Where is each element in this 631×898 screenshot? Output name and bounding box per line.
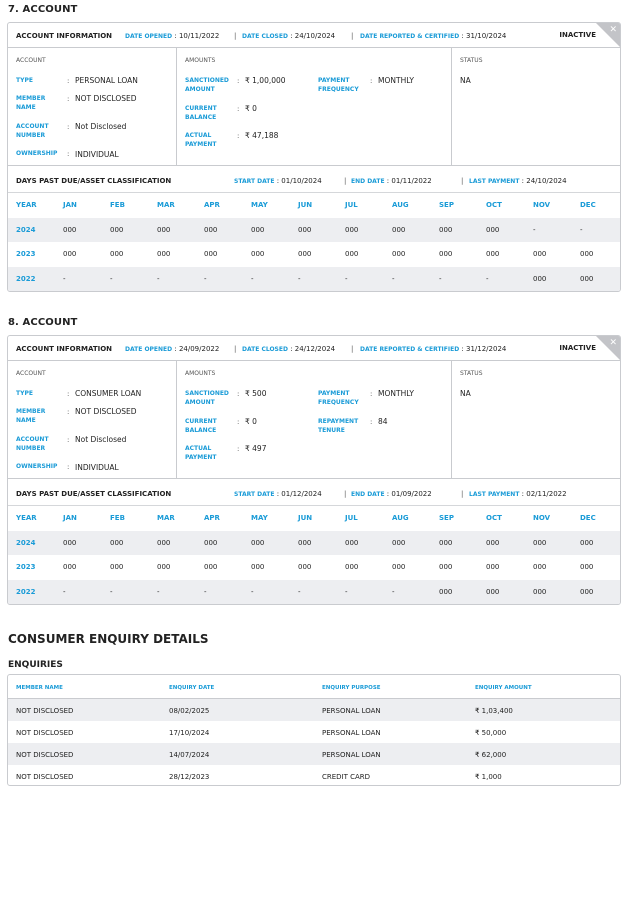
- payment-frequency-label: PAYMENT FREQUENCY: [318, 77, 359, 93]
- repayment-tenure-label: REPAYMENT TENURE: [318, 418, 359, 434]
- ownership-value: INDIVIDUAL: [75, 463, 119, 472]
- member-name-label: MEMBER NAME: [16, 408, 46, 424]
- payment-frequency-value: MONTHLY: [378, 389, 414, 398]
- account-card-7: [7, 22, 621, 292]
- dpd-value-cell: 000: [204, 250, 218, 258]
- dpd-value-cell: -: [533, 225, 536, 234]
- dpd-value-cell: -: [157, 587, 160, 596]
- enquiry-cell: ₹ 50,000: [475, 729, 507, 737]
- enquiry-cell: 08/02/2025: [169, 707, 210, 715]
- dpd-value-cell: 000: [63, 538, 77, 547]
- dpd-title: DAYS PAST DUE/ASSET CLASSIFICATION: [16, 177, 172, 185]
- dpd-header-cell: JUN: [298, 514, 313, 522]
- dpd-value-cell: 000: [439, 563, 453, 571]
- start-date: [234, 177, 322, 185]
- account-number-label: ACCOUNT NUMBER: [16, 436, 49, 452]
- end-date-value: : 01/09/2022: [386, 490, 432, 498]
- header-enquiry-date: ENQUIRY DATE: [169, 685, 215, 691]
- dpd-value-cell: 000: [486, 538, 500, 547]
- status-badge: INACTIVE: [559, 31, 596, 39]
- dpd-header-cell: MAY: [251, 201, 268, 209]
- date-closed: [242, 32, 335, 40]
- dpd-header-cell: YEAR: [16, 514, 37, 522]
- dpd-header-cell: SEP: [439, 514, 454, 522]
- status-value: NA: [460, 76, 471, 85]
- section-title-account-8: 8. ACCOUNT: [8, 317, 78, 328]
- last-payment: [469, 177, 567, 185]
- dpd-value-cell: -: [486, 274, 489, 283]
- enquiry-cell: NOT DISCLOSED: [16, 751, 74, 759]
- end-date-label: END DATE: [351, 491, 385, 498]
- member-name-value: NOT DISCLOSED: [75, 94, 137, 103]
- dpd-value-cell: -: [157, 274, 160, 283]
- dpd-value-cell: -: [392, 587, 395, 596]
- dpd-value-cell: 000: [580, 587, 594, 596]
- dpd-header-cell: AUG: [392, 201, 409, 209]
- account-info-title: ACCOUNT INFORMATION: [16, 32, 113, 40]
- start-date-value: : 01/12/2024: [276, 490, 322, 498]
- dpd-year-cell: 2023: [16, 250, 36, 258]
- dpd-header-cell: MAY: [251, 514, 268, 522]
- date-reported-label: DATE REPORTED & CERTIFIED: [360, 33, 460, 40]
- type-value: PERSONAL LOAN: [75, 76, 138, 85]
- enquiry-cell: 17/10/2024: [169, 729, 210, 737]
- end-date-value: : 01/11/2022: [386, 177, 432, 185]
- dpd-year-cell: 2022: [16, 274, 36, 283]
- dpd-value-cell: 000: [392, 538, 406, 547]
- current-balance-label: CURRENT BALANCE: [185, 418, 217, 434]
- type-label: TYPE: [16, 77, 33, 84]
- enquiry-row: [8, 743, 620, 765]
- section-title-account-7: 7. ACCOUNT: [8, 4, 78, 15]
- date-opened-value: : 10/11/2022: [174, 32, 220, 40]
- date-opened-label: DATE OPENED: [125, 346, 173, 353]
- dpd-value-cell: -: [204, 587, 207, 596]
- start-date-value: : 01/10/2024: [276, 177, 322, 185]
- actual-payment-value: ₹ 497: [245, 444, 267, 453]
- account-column-header: ACCOUNT: [16, 370, 46, 377]
- dpd-value-cell: 000: [204, 225, 218, 234]
- amounts-column-header: AMOUNTS: [185, 57, 216, 64]
- header-member-name: MEMBER NAME: [16, 685, 63, 691]
- dpd-header-cell: OCT: [486, 514, 502, 522]
- dpd-value-cell: -: [63, 274, 66, 283]
- dpd-header-cell: SEP: [439, 201, 454, 209]
- dpd-header-cell: APR: [204, 514, 220, 522]
- dpd-value-cell: 000: [345, 538, 359, 547]
- dpd-value-cell: 000: [251, 225, 265, 234]
- dpd-value-cell: 000: [392, 225, 406, 234]
- ownership-value: INDIVIDUAL: [75, 150, 119, 159]
- account-info-header: ACCOUNT INFORMATION DATE OPENED : 10/11/2022 | DATE CLOSED : 24/10/2024 | DATE REPORTED & CERTIFIED : 31/10/2024 INACTIVE ✕: [8, 23, 620, 48]
- date-opened: [125, 32, 219, 40]
- dpd-value-cell: 000: [157, 563, 171, 571]
- dpd-value-cell: 000: [533, 563, 547, 571]
- payment-frequency-label: PAYMENT FREQUENCY: [318, 390, 359, 406]
- enquiry-cell: NOT DISCLOSED: [16, 773, 74, 781]
- dpd-header: DAYS PAST DUE/ASSET CLASSIFICATION START DATE : 01/12/2024 | END DATE : 01/09/2022 | LAST PAYMENT : 02/11/2022: [8, 479, 620, 506]
- repayment-tenure-value: 84: [378, 417, 388, 426]
- dpd-value-cell: 000: [157, 250, 171, 258]
- dpd-grid: [8, 193, 620, 291]
- last-payment-label: LAST PAYMENT: [469, 491, 520, 498]
- last-payment-label: LAST PAYMENT: [469, 178, 520, 185]
- dpd-value-cell: 000: [345, 250, 359, 258]
- dpd-value-cell: -: [345, 274, 348, 283]
- date-closed: [242, 345, 335, 353]
- enquiry-table-header: [8, 675, 620, 699]
- dpd-value-cell: 000: [204, 538, 218, 547]
- status-badge: INACTIVE: [559, 344, 596, 352]
- enquiry-row: [8, 699, 620, 721]
- end-date: [351, 177, 432, 185]
- dpd-value-cell: 000: [392, 563, 406, 571]
- date-reported-value: : 31/12/2024: [461, 345, 507, 353]
- dpd-value-cell: 000: [439, 587, 453, 596]
- enquiry-cell: 14/07/2024: [169, 751, 210, 759]
- date-closed-value: : 24/10/2024: [290, 32, 336, 40]
- enquiry-cell: PERSONAL LOAN: [322, 707, 381, 715]
- dpd-title: DAYS PAST DUE/ASSET CLASSIFICATION: [16, 490, 172, 498]
- dpd-grid-header: [8, 193, 620, 218]
- account-details: ACCOUNT AMOUNTS STATUS TYPE : CONSUMER LOAN MEMBER NAME : NOT DISCLOSED ACCOUNT NUMBER : Not Disclosed OWNERSHIP : INDIVIDUAL SANCTIONED AMOUNT : ₹ 500 CURRENT BALANCE : ₹ 0 ACTUAL PAYMENT : ₹ 497 PAYMENT FREQUENCY : MONTHLY REPAYMENT TENURE : 84 NA: [8, 361, 620, 479]
- dpd-header-cell: FEB: [110, 201, 125, 209]
- dpd-header-cell: OCT: [486, 201, 502, 209]
- account-number-value: Not Disclosed: [75, 122, 127, 131]
- dpd-header-cell: JUN: [298, 201, 313, 209]
- dpd-value-cell: -: [251, 587, 254, 596]
- dpd-year-cell: 2022: [16, 587, 36, 596]
- dpd-value-cell: 000: [533, 587, 547, 596]
- type-label: TYPE: [16, 390, 33, 397]
- dpd-value-cell: 000: [63, 563, 77, 571]
- amounts-column-header: AMOUNTS: [185, 370, 216, 377]
- actual-payment-label: ACTUAL PAYMENT: [185, 445, 217, 461]
- dpd-value-cell: 000: [251, 563, 265, 571]
- dpd-row: [8, 580, 620, 605]
- actual-payment-value: ₹ 47,188: [245, 131, 279, 140]
- dpd-value-cell: 000: [157, 538, 171, 547]
- dpd-value-cell: 000: [110, 250, 124, 258]
- dpd-row: [8, 267, 620, 292]
- account-info-header: ACCOUNT INFORMATION DATE OPENED : 24/09/2022 | DATE CLOSED : 24/12/2024 | DATE REPORTED & CERTIFIED : 31/12/2024 INACTIVE ✕: [8, 336, 620, 361]
- dpd-row: [8, 242, 620, 267]
- date-opened-label: DATE OPENED: [125, 33, 173, 40]
- current-balance-label: CURRENT BALANCE: [185, 105, 217, 121]
- date-opened: [125, 345, 219, 353]
- dpd-row: [8, 555, 620, 580]
- dpd-value-cell: 000: [298, 563, 312, 571]
- date-reported-label: DATE REPORTED & CERTIFIED: [360, 346, 460, 353]
- status-column-header: STATUS: [460, 370, 483, 377]
- dpd-header-cell: JAN: [63, 201, 77, 209]
- start-date: [234, 490, 322, 498]
- dpd-row: [8, 531, 620, 556]
- header-enquiry-purpose: ENQUIRY PURPOSE: [322, 685, 381, 691]
- close-icon[interactable]: ✕: [609, 338, 617, 348]
- dpd-header-cell: YEAR: [16, 201, 37, 209]
- sanctioned-amount-value: ₹ 1,00,000: [245, 76, 286, 85]
- dpd-value-cell: -: [204, 274, 207, 283]
- dpd-value-cell: -: [110, 587, 113, 596]
- dpd-value-cell: 000: [251, 250, 265, 258]
- dpd-value-cell: 000: [298, 250, 312, 258]
- type-value: CONSUMER LOAN: [75, 389, 142, 398]
- dpd-value-cell: 000: [580, 250, 594, 258]
- enquiry-cell: 28/12/2023: [169, 773, 210, 781]
- start-date-label: START DATE: [234, 178, 275, 185]
- dpd-value-cell: 000: [439, 225, 453, 234]
- dpd-grid: [8, 506, 620, 604]
- account-number-value: Not Disclosed: [75, 435, 127, 444]
- current-balance-value: ₹ 0: [245, 417, 257, 426]
- status-column-header: STATUS: [460, 57, 483, 64]
- dpd-value-cell: -: [251, 274, 254, 283]
- dpd-header-cell: NOV: [533, 514, 551, 522]
- dpd-value-cell: 000: [439, 538, 453, 547]
- enquiry-table: [7, 674, 621, 786]
- dpd-value-cell: -: [298, 587, 301, 596]
- account-column-header: ACCOUNT: [16, 57, 46, 64]
- dpd-header-cell: MAR: [157, 201, 175, 209]
- dpd-value-cell: 000: [486, 587, 500, 596]
- dpd-header-cell: DEC: [580, 514, 596, 522]
- ownership-label: OWNERSHIP: [16, 463, 58, 470]
- dpd-value-cell: 000: [486, 225, 500, 234]
- header-enquiry-amount: ENQUIRY AMOUNT: [475, 685, 532, 691]
- account-details: ACCOUNT AMOUNTS STATUS TYPE : PERSONAL LOAN MEMBER NAME : NOT DISCLOSED ACCOUNT NUMBER : Not Disclosed OWNERSHIP : INDIVIDUAL SANCTIONED AMOUNT : ₹ 1,00,000 CURRENT BALANCE : ₹ 0 ACTUAL PAYMENT : ₹ 47,188 PAYMENT FREQUENCY : MONTHLY NA: [8, 48, 620, 166]
- enquiry-table-body: [8, 699, 620, 786]
- current-balance-value: ₹ 0: [245, 104, 257, 113]
- dpd-value-cell: -: [110, 274, 113, 283]
- dpd-header-cell: DEC: [580, 201, 596, 209]
- enquiry-cell: CREDIT CARD: [322, 773, 371, 781]
- date-opened-value: : 24/09/2022: [174, 345, 220, 353]
- date-reported-value: : 31/10/2024: [461, 32, 507, 40]
- dpd-value-cell: -: [63, 587, 66, 596]
- last-payment-value: : 02/11/2022: [521, 490, 567, 498]
- enquiry-cell: ₹ 62,000: [475, 751, 507, 759]
- enquiry-cell: PERSONAL LOAN: [322, 751, 381, 759]
- start-date-label: START DATE: [234, 491, 275, 498]
- actual-payment-label: ACTUAL PAYMENT: [185, 132, 217, 148]
- dpd-header: DAYS PAST DUE/ASSET CLASSIFICATION START DATE : 01/10/2024 | END DATE : 01/11/2022 | LAST PAYMENT : 24/10/2024: [8, 166, 620, 193]
- dpd-value-cell: 000: [533, 274, 547, 283]
- enquiry-cell: ₹ 1,03,400: [475, 707, 513, 715]
- dpd-header-cell: APR: [204, 201, 220, 209]
- dpd-header-cell: MAR: [157, 514, 175, 522]
- dpd-value-cell: 000: [580, 274, 594, 283]
- dpd-value-cell: 000: [486, 563, 500, 571]
- dpd-value-cell: 000: [251, 538, 265, 547]
- dpd-value-cell: -: [392, 274, 395, 283]
- dpd-header-cell: AUG: [392, 514, 409, 522]
- dpd-year-cell: 2023: [16, 563, 36, 571]
- account-number-label: ACCOUNT NUMBER: [16, 123, 49, 139]
- dpd-value-cell: 000: [533, 250, 547, 258]
- dpd-value-cell: 000: [110, 225, 124, 234]
- last-payment: [469, 490, 567, 498]
- dpd-value-cell: 000: [486, 250, 500, 258]
- dpd-value-cell: 000: [110, 563, 124, 571]
- member-name-label: MEMBER NAME: [16, 95, 46, 111]
- date-reported: [360, 345, 506, 353]
- dpd-value-cell: 000: [63, 225, 77, 234]
- enquiry-cell: PERSONAL LOAN: [322, 729, 381, 737]
- date-closed-label: DATE CLOSED: [242, 33, 288, 40]
- last-payment-value: : 24/10/2024: [521, 177, 567, 185]
- sanctioned-amount-label: SANCTIONED AMOUNT: [185, 77, 229, 93]
- dpd-value-cell: 000: [580, 563, 594, 571]
- dpd-value-cell: 000: [63, 250, 77, 258]
- dpd-year-cell: 2024: [16, 225, 36, 234]
- dpd-value-cell: 000: [580, 538, 594, 547]
- dpd-year-cell: 2024: [16, 538, 36, 547]
- enquiries-subtitle: ENQUIRIES: [8, 660, 63, 670]
- date-reported: [360, 32, 506, 40]
- dpd-row: [8, 218, 620, 243]
- enquiry-row: [8, 721, 620, 743]
- dpd-value-cell: 000: [110, 538, 124, 547]
- dpd-value-cell: 000: [533, 538, 547, 547]
- dpd-grid-header: [8, 506, 620, 531]
- status-value: NA: [460, 389, 471, 398]
- dpd-value-cell: -: [580, 225, 583, 234]
- payment-frequency-value: MONTHLY: [378, 76, 414, 85]
- consumer-enquiry-title: CONSUMER ENQUIRY DETAILS: [8, 632, 209, 646]
- dpd-header-cell: NOV: [533, 201, 551, 209]
- enquiry-cell: ₹ 1,000: [475, 773, 502, 781]
- account-card-8: [7, 335, 621, 605]
- dpd-header-cell: FEB: [110, 514, 125, 522]
- sanctioned-amount-value: ₹ 500: [245, 389, 267, 398]
- sanctioned-amount-label: SANCTIONED AMOUNT: [185, 390, 229, 406]
- date-closed-value: : 24/12/2024: [290, 345, 336, 353]
- enquiry-cell: NOT DISCLOSED: [16, 729, 74, 737]
- dpd-value-cell: 000: [204, 563, 218, 571]
- dpd-value-cell: 000: [439, 250, 453, 258]
- enquiry-cell: NOT DISCLOSED: [16, 707, 74, 715]
- account-info-title: ACCOUNT INFORMATION: [16, 345, 113, 353]
- dpd-value-cell: 000: [157, 225, 171, 234]
- dpd-value-cell: -: [298, 274, 301, 283]
- dpd-value-cell: 000: [298, 538, 312, 547]
- dpd-value-cell: -: [439, 274, 442, 283]
- date-closed-label: DATE CLOSED: [242, 346, 288, 353]
- dpd-header-cell: JUL: [345, 201, 358, 209]
- dpd-value-cell: 000: [392, 250, 406, 258]
- dpd-value-cell: -: [345, 587, 348, 596]
- dpd-header-cell: JAN: [63, 514, 77, 522]
- end-date-label: END DATE: [351, 178, 385, 185]
- member-name-value: NOT DISCLOSED: [75, 407, 137, 416]
- dpd-value-cell: 000: [345, 563, 359, 571]
- ownership-label: OWNERSHIP: [16, 150, 58, 157]
- end-date: [351, 490, 432, 498]
- dpd-value-cell: 000: [298, 225, 312, 234]
- dpd-value-cell: 000: [345, 225, 359, 234]
- enquiry-row: [8, 765, 620, 786]
- dpd-header-cell: JUL: [345, 514, 358, 522]
- close-icon[interactable]: ✕: [609, 25, 617, 35]
